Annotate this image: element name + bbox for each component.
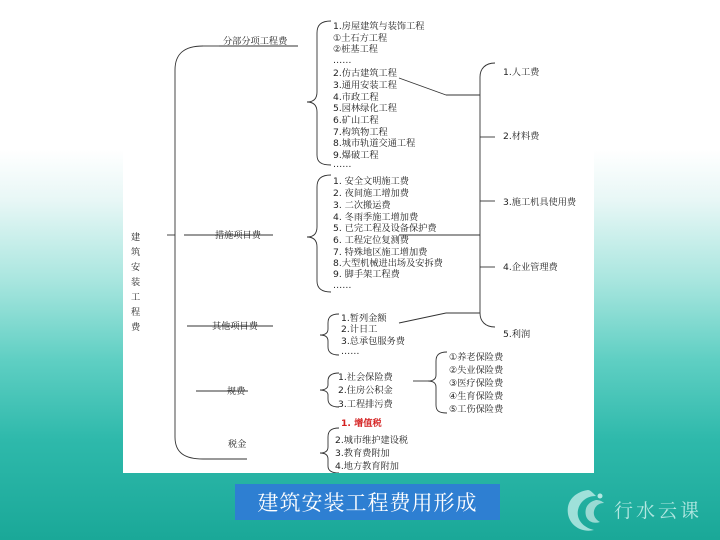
list-item: 7. 特殊地区施工增加费	[333, 247, 428, 258]
list-item: 3. 二次搬运费	[333, 200, 391, 211]
connector-line	[399, 78, 446, 95]
list-item: 3.总承包服务费	[341, 336, 405, 347]
list-item: 9.爆破工程	[333, 150, 379, 161]
list-item: 3.工程排污费	[338, 399, 393, 410]
insurance-item: ④生育保险费	[449, 391, 504, 402]
list-item: 6. 工程定位复测费	[333, 235, 409, 246]
root-brace	[175, 46, 203, 459]
cost-element: 4.企业管理费	[503, 262, 558, 273]
category-label: 规费	[227, 386, 246, 397]
brand-logo	[562, 486, 712, 536]
insurance-item: ②失业保险费	[449, 365, 504, 376]
category-label: 措施项目费	[215, 230, 261, 241]
list-item: 2.住房公积金	[338, 385, 393, 396]
connector-line	[399, 313, 446, 323]
leaf-swirl-icon	[562, 486, 614, 536]
category-label: 税金	[228, 439, 247, 450]
list-item: 4. 冬雨季施工增加费	[333, 212, 419, 223]
brace	[428, 352, 447, 413]
brace	[320, 314, 339, 355]
list-item: 5.园林绿化工程	[333, 103, 397, 114]
list-item: 4.地方教育附加	[335, 461, 399, 472]
root-char: 费	[131, 322, 141, 333]
list-item: 9. 脚手架工程费	[333, 269, 400, 280]
brace	[307, 175, 331, 292]
list-item: ……	[333, 280, 352, 291]
root-label	[131, 231, 141, 333]
list-item: 2.仿古建筑工程	[333, 68, 397, 79]
list-item-highlight: 1. 增值税	[341, 418, 382, 429]
list-item: 1.房屋建筑与装饰工程	[333, 21, 425, 32]
list-item: 2.城市维护建设税	[335, 435, 409, 446]
list-item: ②桩基工程	[333, 44, 378, 55]
category-label: 分部分项工程费	[223, 36, 288, 47]
root-char: 筑	[131, 247, 141, 258]
list-item: 8.大型机械进出场及安拆费	[333, 258, 443, 269]
insurance-item: ③医疗保险费	[449, 378, 504, 389]
list-item: ……	[333, 55, 352, 66]
list-item: 5. 已完工程及设备保护费	[333, 223, 437, 234]
category-label: 其他项目费	[212, 321, 258, 332]
list-item: 2. 夜间施工增加费	[333, 188, 409, 199]
cost-element: 1.人工费	[503, 67, 540, 78]
list-item: 1. 安全文明施工费	[333, 176, 409, 187]
root-char: 安	[131, 262, 141, 273]
cost-element: 3.施工机具使用费	[503, 197, 577, 208]
list-item: 7.构筑物工程	[333, 127, 388, 138]
root-char: 建	[131, 232, 141, 243]
list-item: 4.市政工程	[333, 92, 379, 103]
root-char: 工	[131, 292, 141, 303]
list-item: 2.计日工	[341, 324, 378, 335]
cost-element: 5.利润	[503, 329, 531, 340]
brace	[307, 21, 331, 165]
cost-element: 2.材料费	[503, 131, 540, 142]
cost-bracket	[480, 63, 495, 327]
brand-text: 行水云课	[614, 500, 703, 522]
insurance-item: ⑤工伤保险费	[449, 404, 504, 415]
insurance-item: ①养老保险费	[449, 352, 504, 363]
list-item: 3.教育费附加	[335, 448, 390, 459]
list-item: 1.社会保险费	[338, 372, 393, 383]
slide-caption: 建筑安装工程费用形成	[235, 484, 500, 520]
brace	[320, 373, 339, 407]
list-item: 3.通用安装工程	[333, 80, 397, 91]
list-item: ……	[341, 346, 360, 357]
list-item: 1.暂列金额	[341, 313, 387, 324]
root-char: 装	[131, 277, 141, 288]
list-item: 8.城市轨道交通工程	[333, 138, 416, 149]
list-item: 6.矿山工程	[333, 115, 379, 126]
diagram-panel	[123, 15, 594, 473]
root-char: 程	[131, 307, 141, 318]
cost-structure-diagram	[123, 15, 594, 473]
list-item: ①土石方工程	[333, 33, 388, 44]
list-item: ……	[333, 159, 352, 170]
